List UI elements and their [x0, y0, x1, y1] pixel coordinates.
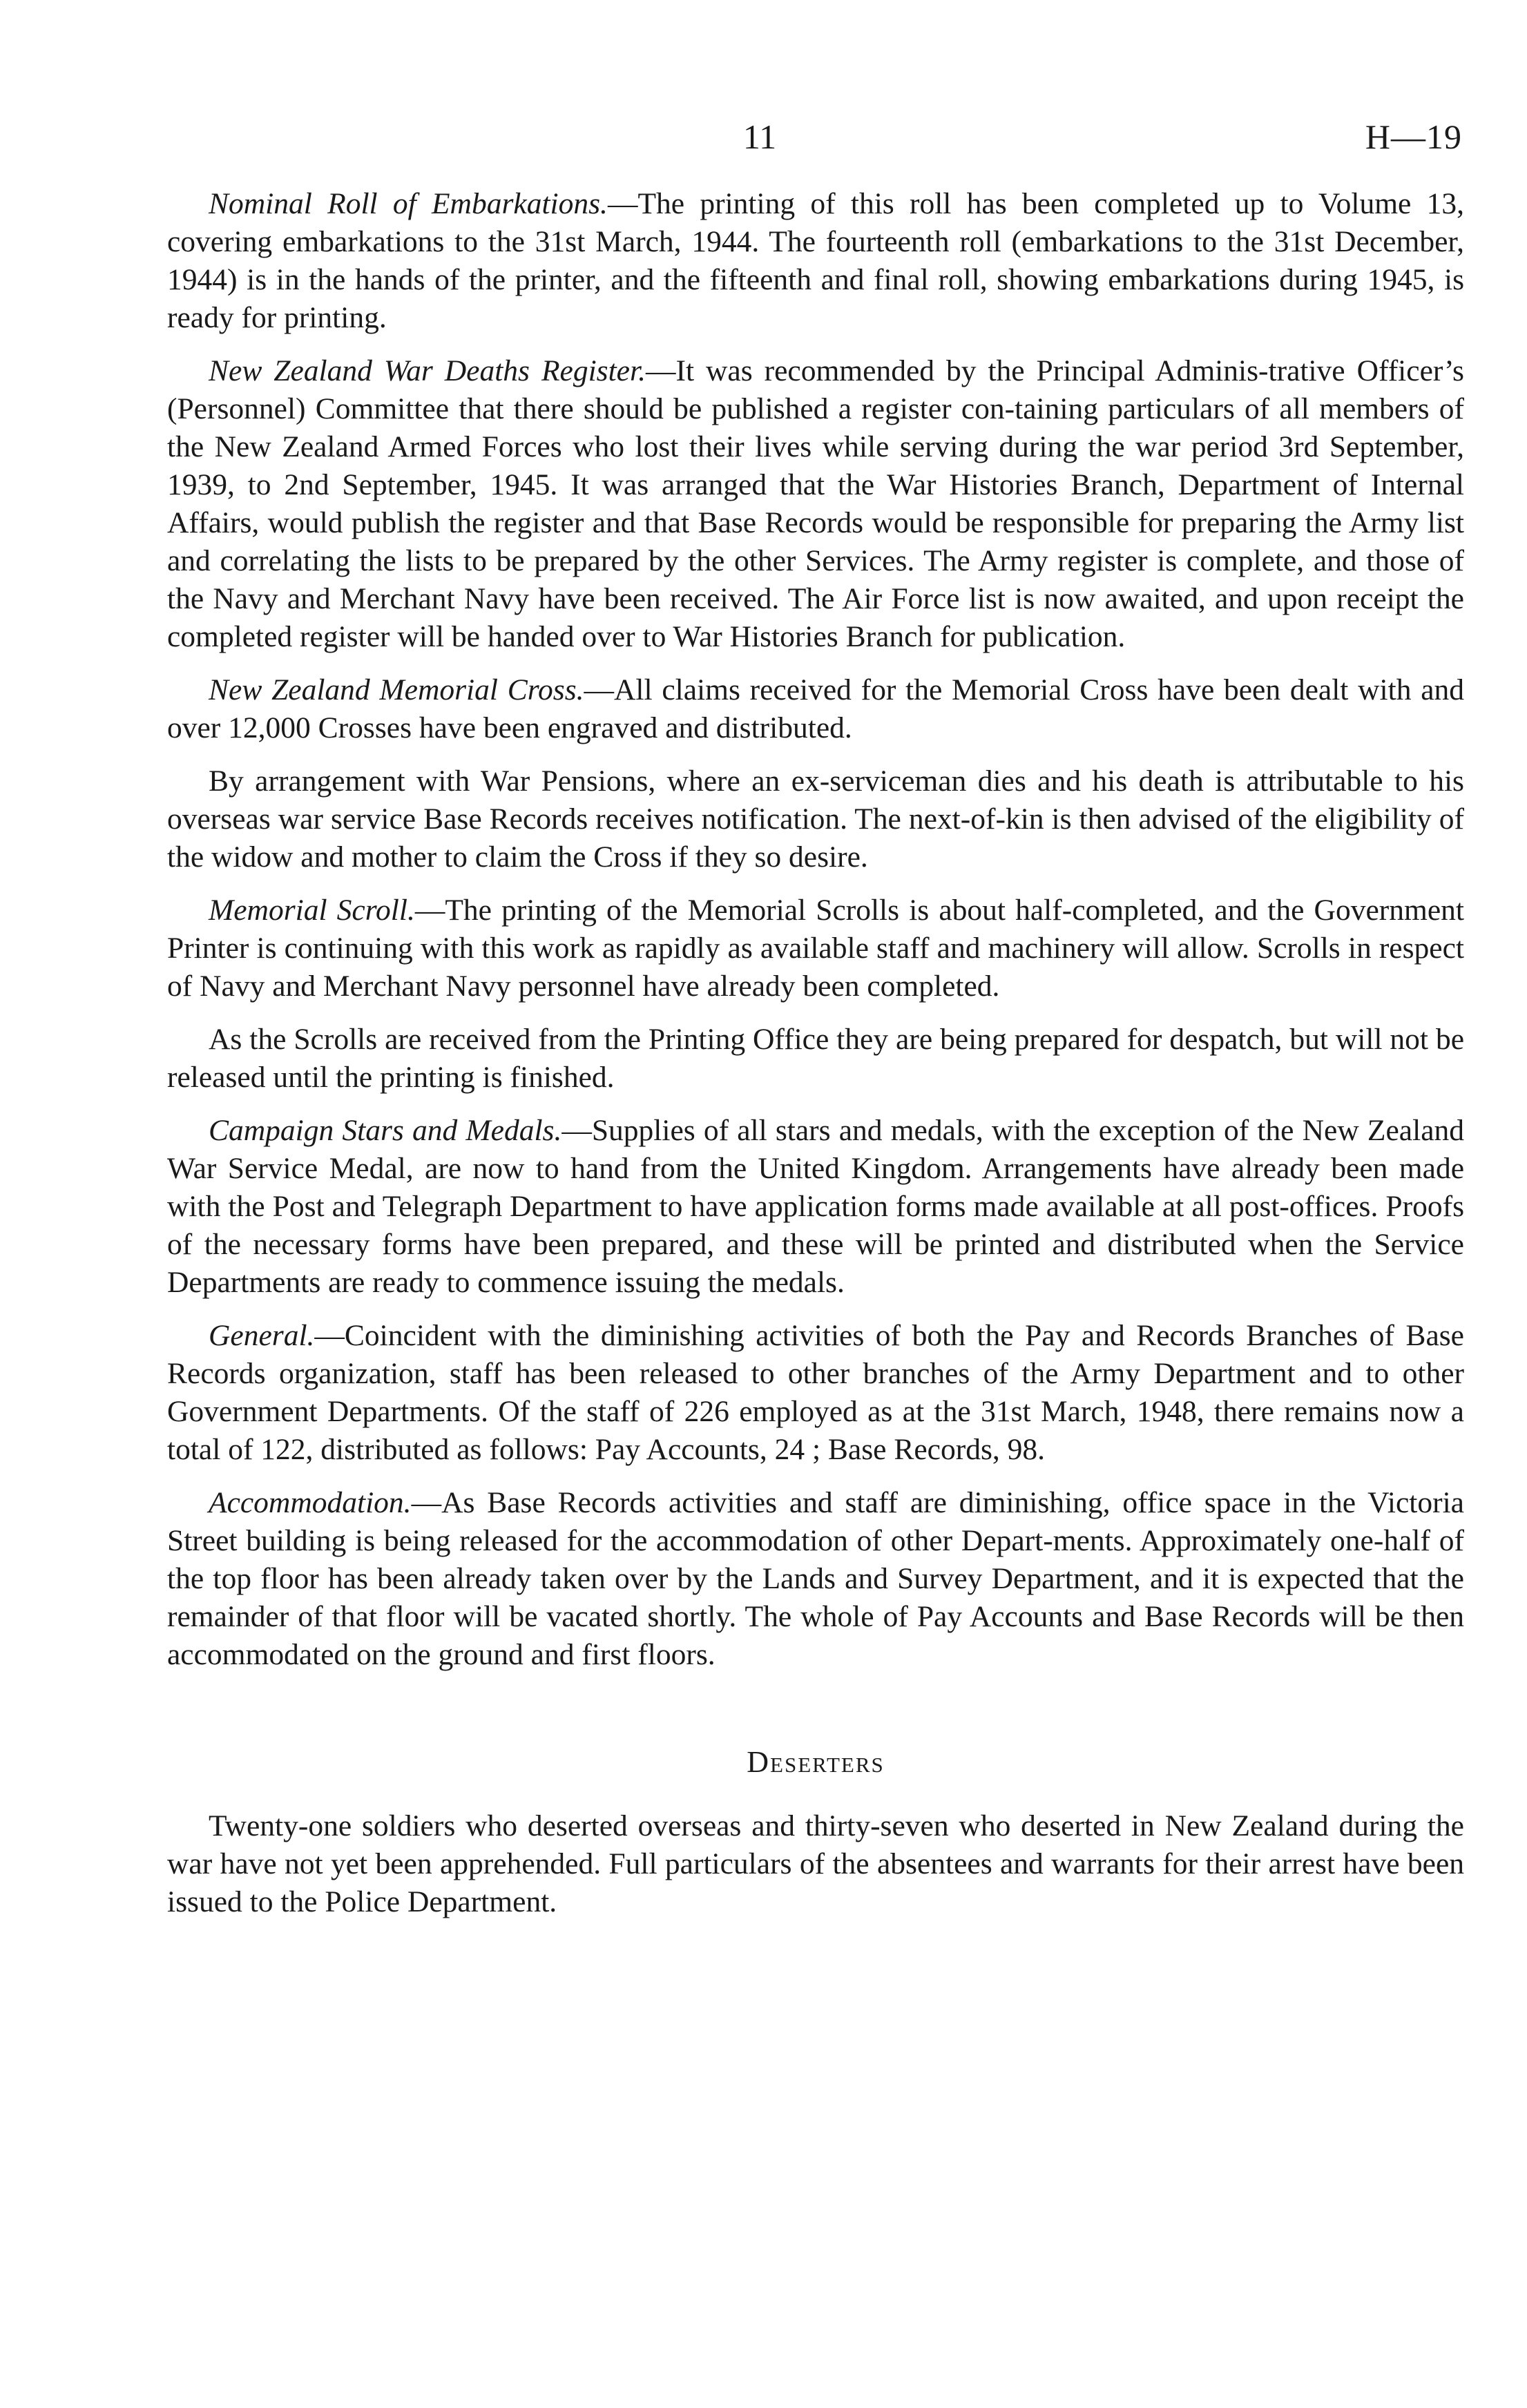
paragraph-accommodation [167, 1484, 1464, 1674]
paragraph-heading: New Zealand Memorial Cross. [209, 673, 584, 706]
paragraph-campaign-stars [167, 1112, 1464, 1302]
paragraph-text: Twenty-one soldiers who deserted overseas and thirty-seven who deserted in New Zealand during the war have not yet been apprehended. Full particulars of the absentees and warrants for their arrest have been issued to the Police Department. [167, 1809, 1464, 1918]
paragraph-text: —Supplies of all stars and medals, with the exception of the New Zealand War Service Medal, are now to hand from the United Kingdom. Arrangements have already been made with the Post and Telegraph Department to have application forms made available at all post-offices. Proofs of the necessary forms have been prepared, and these will be printed and distributed when the Service Departments are ready to commence issuing the medals. [167, 1114, 1464, 1299]
paragraph-heading: Campaign Stars and Medals. [209, 1114, 562, 1147]
page-number: 11 [742, 117, 777, 156]
paragraph-war-deaths-register [167, 352, 1464, 656]
body-text [167, 185, 1464, 1936]
paragraph-text: —All claims received for the Memorial Cross have been dealt with and over 12,000 Crosses have been engraved and distributed. [167, 673, 1464, 744]
paragraph-general [167, 1317, 1464, 1469]
section-title-deserters: Deserters [747, 1745, 885, 1779]
paragraph-memorial-cross [167, 671, 1464, 747]
paragraph-nominal-roll [167, 185, 1464, 337]
paragraph-heading: Accommodation. [209, 1486, 412, 1519]
paragraph-scroll-despatch [167, 1021, 1464, 1097]
paragraph-text: By arrangement with War Pensions, where an ex-serviceman dies and his death is attributable to his overseas war service Base Records receives notification. The next-of-kin is then advised of the eligibility of the widow and mother to claim the Cross if they so desire. [167, 764, 1464, 874]
paragraph-heading: Memorial Scroll. [209, 894, 415, 927]
paragraph-text: —The printing of this roll has been completed up to Volume 13, covering embarkations to the 31st March, 1944. The fourteenth roll (embarkations to the 31st December, 1944) is in the hands of the printer, and the fifteenth and final roll, showing embarkations during 1945, is ready for printing. [167, 187, 1465, 334]
paragraph-text: —It was recommended by the Principal Adminis-trative Officer’s (Personnel) Committee that there should be published a register con-taining particulars of all members of the New Zealand Armed Forces who lost their lives while serving during the war period 3rd September, 1939, to 2nd September, 1945. It was arranged that the War Histories Branch, Department of Internal Affairs, would publish the register and that Base Records would be responsible for preparing the Army list and correlating the lists to be prepared by the other Services. The Army register is complete, and those of the Navy and Merchant Navy have been received. The Air Force list is now awaited, and upon receipt the completed register will be handed over to War Histories Branch for publication. [167, 354, 1464, 653]
paragraph-text: —Coincident with the diminishing activities of both the Pay and Records Branches of Base Records organization, staff has been released to other branches of the Army Department and to other Government Departments. Of the staff of 226 employed as at the 31st March, 1948, there remains now a total of 122, distributed as follows: Pay Accounts, 24 ; Base Records, 98. [167, 1319, 1464, 1466]
paragraph-memorial-scroll [167, 892, 1464, 1005]
paragraph-deserters [167, 1807, 1464, 1921]
paragraph-text: —As Base Records activities and staff are diminishing, office space in the Victoria Street building is being released for the accommodation of other Depart-ments. Approximately one-half of the top floor has been already taken over by the Lands and Survey Department, and it is expected that the remainder of that floor will be vacated shortly. The whole of Pay Accounts and Base Records will be then accommodated on the ground and first floors. [167, 1486, 1464, 1671]
document-reference: H—19 [1365, 117, 1462, 156]
paragraph-heading: New Zealand War Deaths Register. [209, 354, 646, 387]
paragraph-text: —The printing of the Memorial Scrolls is about half-completed, and the Government Printer is continuing with this work as rapidly as available staff and machinery will allow. Scrolls in respect of Navy and Merchant Navy personnel have already been completed. [167, 894, 1464, 1003]
paragraph-text: As the Scrolls are received from the Printing Office they are being prepared for despatch, but will not be released until the printing is finished. [167, 1023, 1464, 1094]
paragraph-heading: Nominal Roll of Embarkations. [209, 187, 608, 220]
paragraph-heading: General. [209, 1319, 315, 1352]
paragraph-memorial-cross-eligibility [167, 762, 1464, 876]
